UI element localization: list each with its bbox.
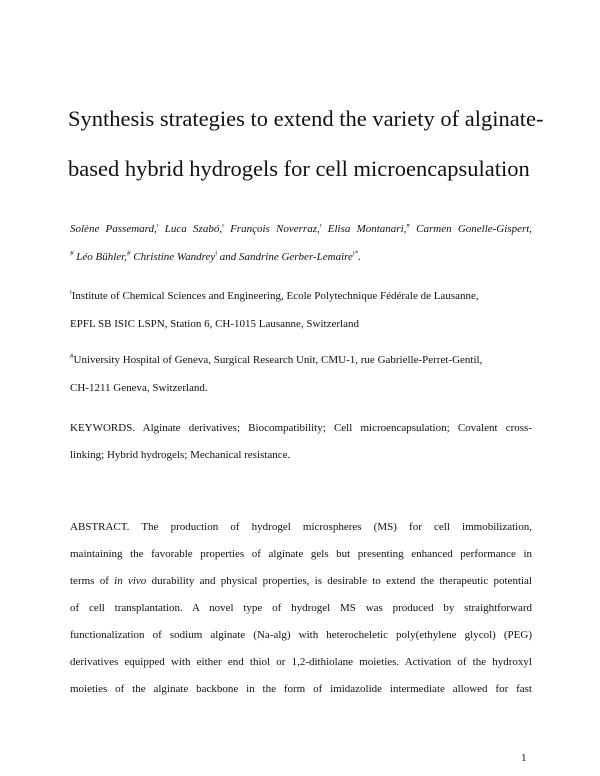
author-name: and Sandrine Gerber-Lemaire xyxy=(219,251,353,263)
keywords-line-1: KEYWORDS. Alginate derivatives; Biocompatibility; Cell microencapsulation; Covalent cross- xyxy=(70,423,532,434)
abstract-line-1: ABSTRACT. The production of hydrogel microspheres (MS) for cell immobilization, xyxy=(70,522,532,533)
author-affiliation-mark: ǂ xyxy=(156,224,159,230)
abstract-line-4: of cell transplantation. A novel type of hydrogel MS was produced by straightforward xyxy=(70,603,532,614)
author-name: Carmen Gonelle-Gispert, xyxy=(416,224,532,235)
author-affiliation-mark: ǂ xyxy=(222,224,224,230)
author-affiliation-mark: ǂ xyxy=(319,224,322,230)
abstract-italic-term: in vivo xyxy=(114,576,147,587)
author-list-line-1 xyxy=(70,224,532,237)
author-name: Luca Szabó, xyxy=(164,224,223,235)
author-affiliation-mark: ǂ* xyxy=(352,249,359,258)
affiliation-mark: ǂ xyxy=(70,288,72,297)
author-affiliation-mark: # xyxy=(406,224,410,230)
affiliation-mark: # xyxy=(70,352,74,361)
paper-title-line-1: Synthesis strategies to extend the variety of alginate- xyxy=(68,106,544,131)
affiliation-2-line-1 xyxy=(70,352,532,366)
abstract-text: terms of xyxy=(70,576,115,587)
affiliation-text: Institute of Chemical Sciences and Engineering, Ecole Polytechnique Fédérale de Lausanne, xyxy=(71,290,479,302)
author-name: Christine Wandrey xyxy=(133,251,216,263)
abstract-line-6: derivatives equipped with either end thiol or 1,2-dithiolane moieties. Activation of the hydroxyl xyxy=(70,657,532,668)
abstract-line-5: functionalization of sodium alginate (Na-alg) with heterocheletic poly(ethylene glycol) (PEG) xyxy=(70,630,532,641)
page-number: 1 xyxy=(521,752,527,764)
affiliation-text: University Hospital of Geneva, Surgical Research Unit, CMU-1, rue Gabrielle-Perret-Gentil, xyxy=(73,354,483,366)
author-list-end: . xyxy=(358,251,361,263)
keywords-line-2: linking; Hybrid hydrogels; Mechanical resistance. xyxy=(70,449,291,461)
author-name: Elisa Montanari, xyxy=(327,224,407,235)
paper-title-line-2: based hybrid hydrogels for cell microencapsulation xyxy=(68,156,530,181)
author-name: Solène Passemard, xyxy=(70,224,157,235)
abstract-text: durability and physical properties, is desirable to extend the therapeutic potential xyxy=(146,576,532,587)
author-affiliation-mark: # xyxy=(126,249,131,258)
abstract-line-2: maintaining the favorable properties of alginate gels but presenting enhanced performance in xyxy=(70,549,532,560)
affiliation-1-line-2: EPFL SB ISIC LSPN, Station 6, CH-1015 Lausanne, Switzerland xyxy=(70,318,359,330)
author-list-line-2 xyxy=(70,249,532,263)
affiliation-1-line-1 xyxy=(70,288,532,302)
abstract-line-7: moieties of the alginate backbone in the form of imidazolide intermediate allowed for fast xyxy=(70,684,532,695)
author-name: François Noverraz, xyxy=(230,224,320,235)
affiliation-2-line-2: CH-1211 Geneva, Switzerland. xyxy=(70,382,208,394)
author-name: Léo Bühler, xyxy=(76,251,127,263)
author-affiliation-mark: ǂ xyxy=(215,249,217,258)
author-affiliation-mark: # xyxy=(70,249,74,258)
abstract-line-3 xyxy=(70,576,532,589)
